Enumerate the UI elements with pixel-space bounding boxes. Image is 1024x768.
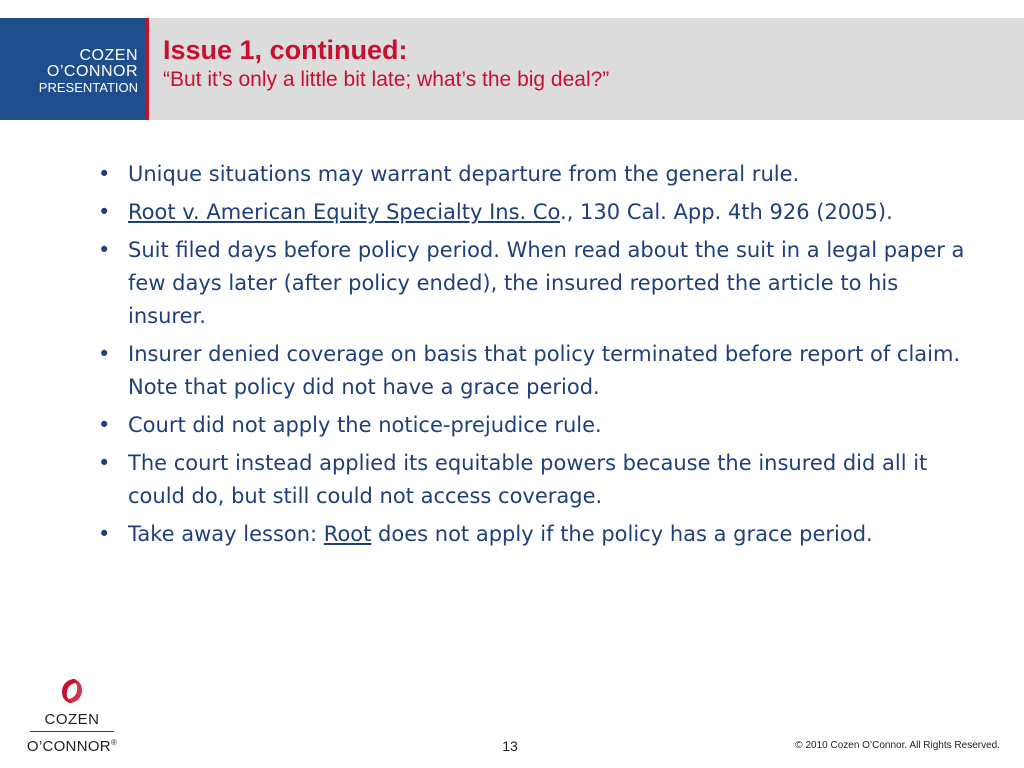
footer-logo-rule: [30, 731, 114, 732]
top-margin: [0, 0, 1024, 18]
bullet-item-6: [98, 447, 978, 513]
bullet-list: [98, 158, 978, 551]
copyright-notice: © 2010 Cozen O’Connor. All Rights Reserved.: [795, 740, 1000, 751]
bullet-icon: •: [98, 162, 111, 186]
case-citation-root-v-american-equity: Root v. American Equity Specialty Ins. Co: [128, 200, 561, 224]
bullet-icon: •: [98, 200, 111, 224]
bullet-text: Suit filed days before policy period. When read about the suit in a legal paper a few days later (after policy ended), the insured reported the article to his insurer.: [128, 238, 965, 328]
slide-title: Issue 1, continued:: [163, 35, 408, 65]
bullet-icon: •: [98, 342, 111, 366]
bullet-icon: •: [98, 413, 111, 437]
bullet-icon: •: [98, 238, 111, 262]
footer-logo: [24, 676, 120, 756]
bullet-item-3: [98, 234, 978, 333]
bullet-icon: •: [98, 451, 111, 475]
slide-header: [149, 18, 1024, 120]
case-citation-root: Root: [323, 522, 372, 546]
bullet-text: Insurer denied coverage on basis that policy terminated before report of claim. Note that policy did not have a grace period.: [128, 342, 961, 399]
bullet-text: Court did not apply the notice-prejudice rule.: [128, 413, 602, 437]
bullet-item-2: [98, 196, 978, 229]
bullet-item-5: [98, 409, 978, 442]
slide-subtitle: “But it’s only a little bit late; what’s the big deal?”: [163, 68, 610, 91]
bullet-text: The court instead applied its equitable powers because the insured did all it could do, but still could not access coverage.: [128, 451, 928, 508]
logo-line-presentation: PRESENTATION: [38, 80, 138, 95]
bullet-item-7: [98, 518, 978, 551]
page-number: 13: [502, 738, 518, 754]
bullet-icon: •: [98, 522, 111, 546]
bullet-text-post: does not apply if the policy has a grace period.: [371, 522, 873, 546]
slide-body: [98, 158, 978, 556]
bullet-text: Unique situations may warrant departure from the general rule.: [128, 162, 800, 186]
cozen-swirl-icon: [57, 676, 87, 706]
bullet-text-post: ., 130 Cal. App. 4th 926 (2005).: [560, 200, 893, 224]
bullet-item-4: [98, 338, 978, 404]
bullet-text-pre: Take away lesson:: [128, 522, 324, 546]
footer-logo-cozen: COZEN: [44, 711, 100, 728]
footer-logo-oconnor: O’CONNOR®: [26, 738, 118, 755]
logo-line-oconnor: O’CONNOR: [46, 63, 138, 80]
logo-line-cozen: COZEN: [79, 47, 138, 64]
bullet-item-1: [98, 158, 978, 191]
header-logo: [0, 18, 146, 120]
